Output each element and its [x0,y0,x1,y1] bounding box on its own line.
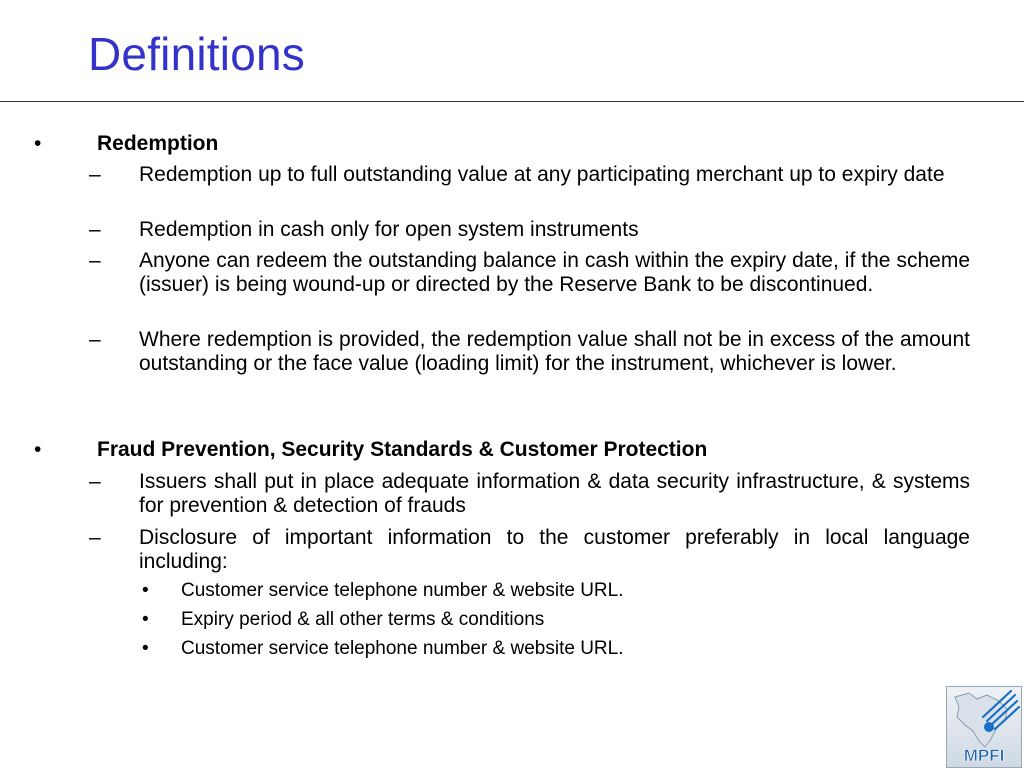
sub-list-item-text: Expiry period & all other terms & conditions [181,609,545,630]
list-item-text: Where redemption is provided, the redemption value shall not be in excess of the amount outstanding or the face value (loading limit) for the instrument, whichever is lower. [139,328,970,375]
list-item-text: Anyone can redeem the outstanding balance in cash within the expiry date, if the scheme (issuer) is being wound-up or directed by the Reserve Bank to be discontinued. [139,249,970,296]
title-divider [0,101,1024,102]
bullet-glyph: • [142,638,149,659]
dash-glyph: – [89,526,101,549]
section-heading-text: Fraud Prevention, Security Standards & Customer Protection [97,438,708,461]
slide-title: Definitions [88,28,305,80]
list-item-text: Disclosure of important information to the customer preferably in local language including: [139,526,970,573]
india-map-logo-icon [947,687,1021,767]
list-item-text: Issuers shall put in place adequate information & data security infrastructure, & systems for prevention & detection of frauds [139,470,970,517]
bullet-glyph: • [142,609,149,630]
dash-glyph: – [89,249,101,272]
bullet-glyph: • [34,438,42,461]
dash-glyph: – [89,163,101,186]
list-item-text: Redemption in cash only for open system instruments [139,218,639,241]
logo-text: MPFI [963,746,1005,765]
bullet-glyph: • [142,580,149,601]
section-heading-text: Redemption [97,132,219,155]
dash-glyph: – [89,470,101,493]
dash-glyph: – [89,218,101,241]
dash-glyph: – [89,328,101,351]
mpfi-logo [946,686,1022,768]
bullet-glyph: • [34,132,42,155]
sub-list-item-text: Customer service telephone number & website URL. [181,580,624,601]
list-item-text: Redemption up to full outstanding value at any participating merchant up to expiry date [139,163,945,186]
sub-list-item-text: Customer service telephone number & website URL. [181,638,624,659]
